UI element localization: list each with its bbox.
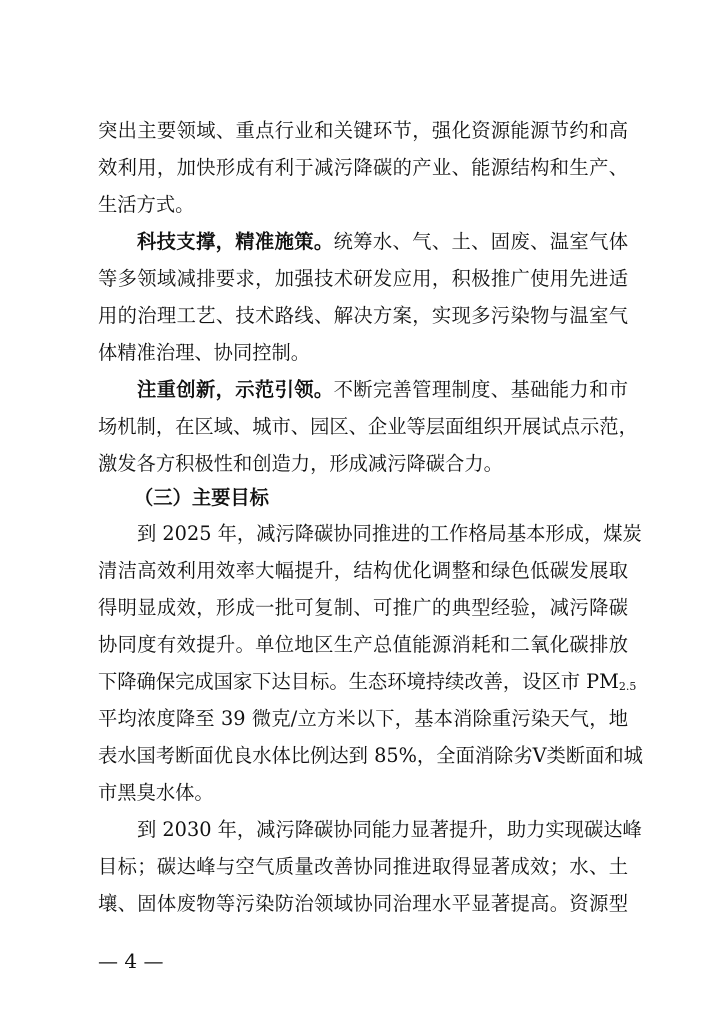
text-line: 激发各方积极性和创造力，形成减污降碳合力。 bbox=[98, 452, 503, 475]
section-heading: （三）主要目标 bbox=[134, 486, 269, 509]
text-line: 到 2025 年，减污降碳协同推进的工作格局基本形成，煤炭 bbox=[137, 522, 642, 545]
text-line: 到 2030 年，减污降碳协同能力显著提升，助力实现碳达峰 bbox=[137, 818, 642, 841]
page-number: — 4 — bbox=[98, 949, 164, 973]
text-line: 下降确保完成国家下达目标。生态环境持续改善，设区市 $PM_{2.5}$ bbox=[98, 670, 637, 693]
text-line: 效利用，加快形成有利于减污降碳的产业、能源结构和生产、 bbox=[98, 156, 628, 179]
text-line: 等多领域减排要求，加强技术研发应用，积极推广使用先进适 bbox=[98, 267, 628, 290]
text-line: 协同度有效提升。单位地区生产总值能源消耗和二氧化碳排放 bbox=[98, 633, 628, 656]
text-line: 清洁高效利用效率大幅提升，结构优化调整和绿色低碳发展取 bbox=[98, 559, 628, 582]
text-line: 目标；碳达峰与空气质量改善协同推进取得显著成效；水、土 bbox=[98, 855, 628, 878]
paragraph-lead: 注重创新，示范引领。 bbox=[137, 378, 334, 401]
text-line: 生活方式。 bbox=[98, 193, 195, 216]
text-line: 体精准治理、协同控制。 bbox=[98, 341, 311, 364]
text-line: 市黑臭水体。 bbox=[98, 781, 214, 804]
paragraph-lead: 科技支撑，精准施策。 bbox=[137, 230, 334, 253]
paragraph-lead-line: 科技支撑，精准施策。统筹水、气、土、固废、温室气体 bbox=[137, 230, 629, 253]
text-line: 用的治理工艺、技术路线、解决方案，实现多污染物与温室气 bbox=[98, 304, 628, 327]
subscript: 2.5 bbox=[618, 680, 637, 693]
text-line: 场机制，在区域、城市、园区、企业等层面组织开展试点示范， bbox=[98, 415, 638, 438]
text-line: 平均浓度降至 39 微克/立方米以下，基本消除重污染天气，地 bbox=[98, 707, 628, 730]
paragraph-lead-line: 注重创新，示范引领。不断完善管理制度、基础能力和市 bbox=[137, 378, 629, 401]
text-line: 壤、固体废物等污染防治领域协同治理水平显著提高。资源型 bbox=[98, 892, 628, 915]
text-line: 突出主要领域、重点行业和关键环节，强化资源能源节约和高 bbox=[98, 119, 628, 142]
text-line: 表水国考断面优良水体比例达到 85%，全面消除劣Ⅴ类断面和城 bbox=[98, 744, 643, 767]
text-line: 得明显成效，形成一批可复制、可推广的典型经验，减污降碳 bbox=[98, 596, 628, 619]
